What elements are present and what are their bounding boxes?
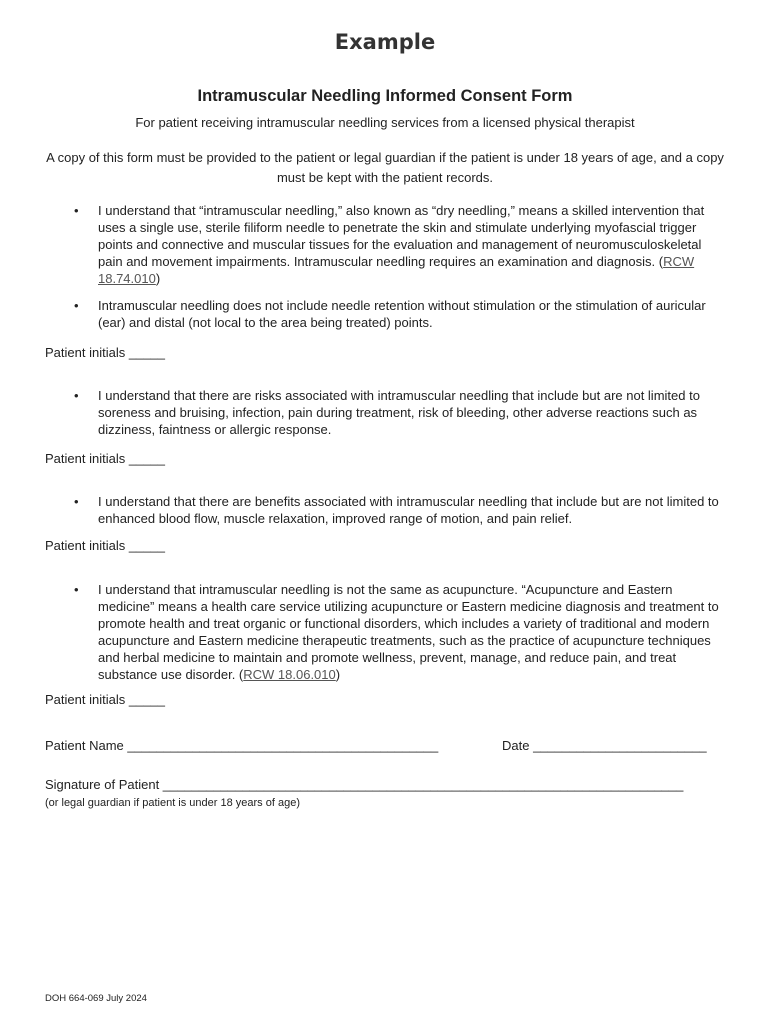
rcw-18-74-010-link[interactable]: RCW 18.74.010 bbox=[98, 254, 695, 286]
example-watermark: Example bbox=[334, 30, 436, 54]
list-item bbox=[74, 387, 734, 439]
intro-paragraph: A copy of this form must be provided to the patient or legal guardian if the patient is under 18 years of age, and a copy must be kept with the patient records. bbox=[46, 150, 724, 185]
bullet-icon: • bbox=[74, 494, 79, 509]
rcw-18-06-010-link[interactable]: RCW 18.06.010 bbox=[243, 667, 336, 682]
bullet-icon: • bbox=[74, 388, 79, 403]
consent-statement: I understand that there are benefits associated with intramuscular needling that include but are not limited to enhanced blood flow, muscle relaxation, improved range of motion, and pain relief. bbox=[98, 494, 719, 526]
patient-initials-field[interactable]: Patient initials _____ bbox=[45, 692, 165, 707]
patient-initials-field[interactable]: Patient initials _____ bbox=[45, 451, 165, 466]
list-item bbox=[74, 581, 734, 685]
consent-statement: Intramuscular needling does not include needle retention without stimulation or the stimulation of auricular (ear) and distal (not local to the area being treated) points. bbox=[98, 298, 706, 330]
list-item bbox=[74, 202, 734, 286]
patient-name-field[interactable]: Patient Name ___________________________________________ bbox=[45, 738, 439, 753]
signature-field[interactable]: Signature of Patient ________________________________________________________________________ bbox=[45, 777, 684, 792]
bullet-icon: • bbox=[74, 582, 79, 597]
date-field[interactable]: Date ________________________ bbox=[502, 738, 707, 753]
form-number: DOH 664-069 July 2024 bbox=[45, 993, 147, 1004]
guardian-note: (or legal guardian if patient is under 18 years of age) bbox=[45, 797, 300, 809]
consent-statement: I understand that “intramuscular needling,” also known as “dry needling,” means a skilled intervention that uses a single use, sterile filiform needle to penetrate the skin and stimulate underlying myofascial trigger points and connective and muscular tissues for the evaluation and management of neuromusculoskeletal pain and movement impairments. Intramuscular needling requires an examination and diagnosis. (RCW 18.74.010) bbox=[98, 203, 705, 286]
form-title: Intramuscular Needling Informed Consent Form bbox=[197, 87, 573, 105]
consent-statement: I understand that there are risks associated with intramuscular needling that include but are not limited to soreness and bruising, infection, pain during treatment, risk of bleeding, other adverse reactions such as dizziness, faintness or allergic response. bbox=[98, 388, 700, 437]
bullet-icon: • bbox=[74, 203, 79, 218]
consent-statement: I understand that intramuscular needling is not the same as acupuncture. “Acupuncture and Eastern medicine” means a health care service utilizing acupuncture or Eastern medicine diagnosis and treatment to promote health and treat organic or functional disorders, which includes a variety of traditional and modern acupuncture and Eastern medicine therapeutic treatments, such as the practice of acupuncture techniques and herbal medicine to maintain and promote wellness, prevent, manage, and reduce pain, and treat substance use disorder. (RCW 18.06.010) bbox=[98, 582, 719, 682]
bullet-icon: • bbox=[74, 298, 79, 313]
list-item bbox=[74, 493, 734, 529]
form-subtitle: For patient receiving intramuscular needling services from a licensed physical therapist bbox=[135, 115, 635, 130]
patient-initials-field[interactable]: Patient initials _____ bbox=[45, 345, 165, 360]
patient-initials-field[interactable]: Patient initials _____ bbox=[45, 538, 165, 553]
list-item bbox=[74, 297, 734, 337]
